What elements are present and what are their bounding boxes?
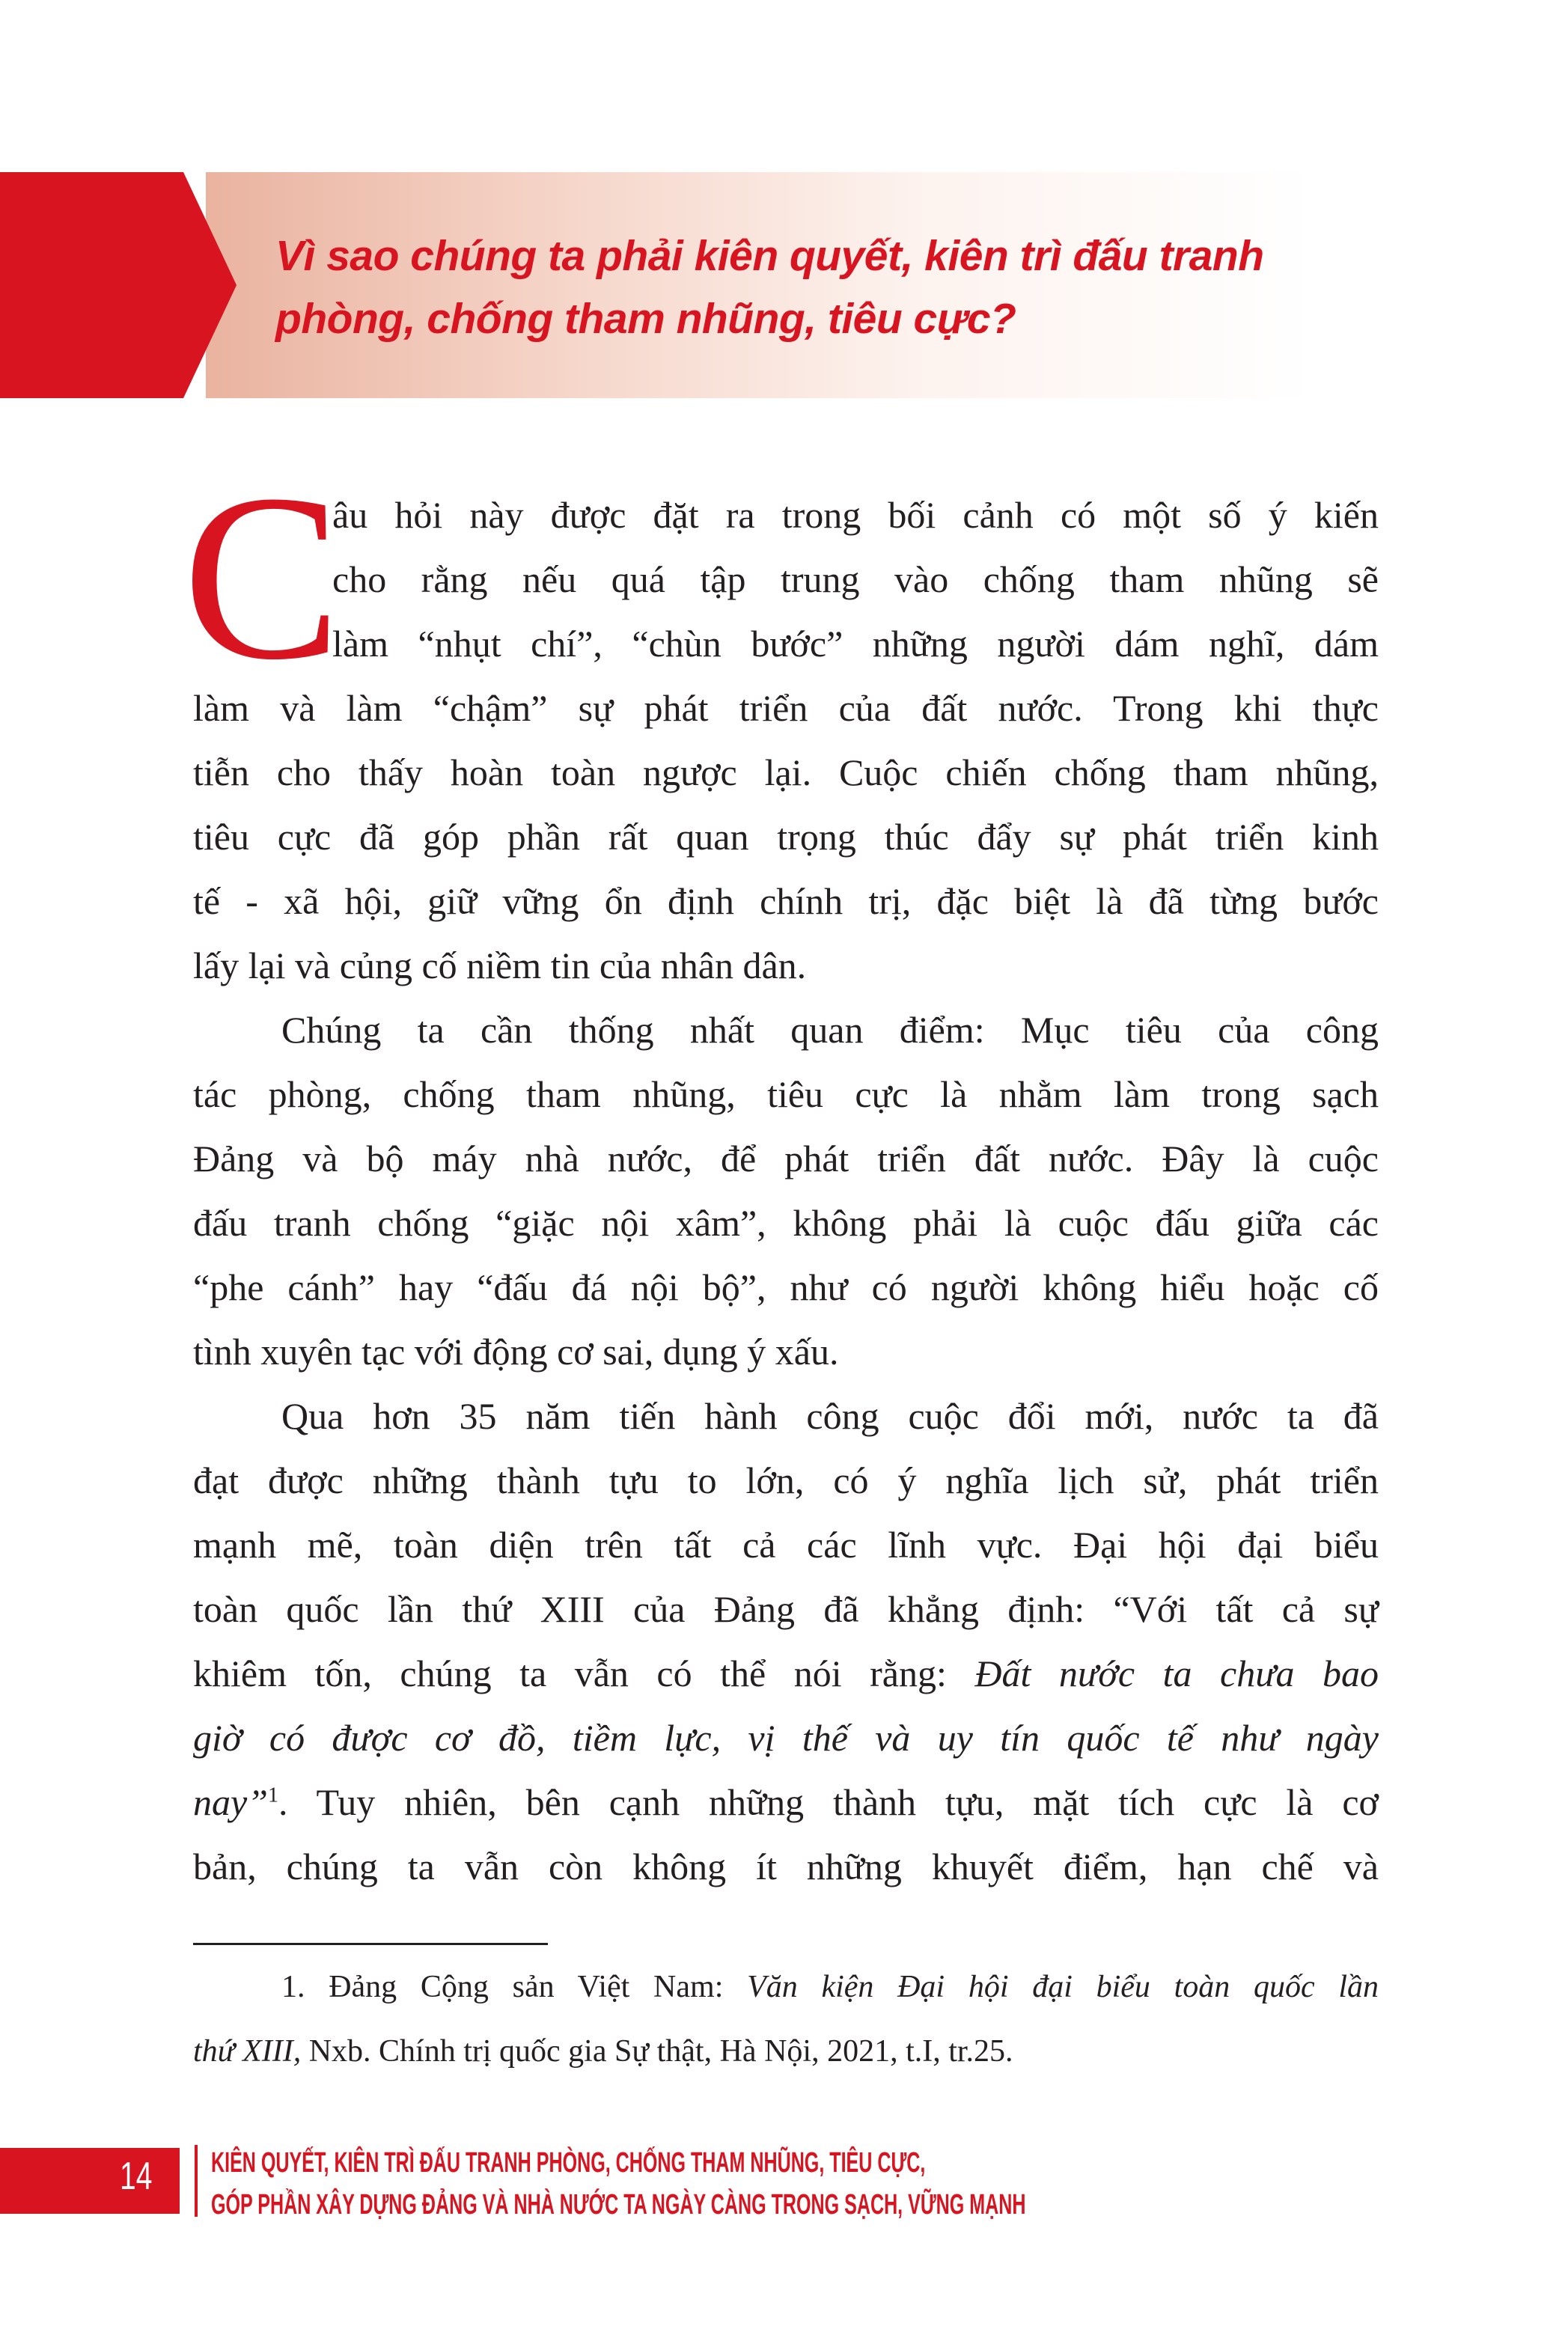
text-segment: tình xuyên tạc với động cơ sai, dụng ý xấu. [193, 1331, 839, 1373]
text-line [193, 933, 1379, 998]
text-line [193, 1834, 1379, 1899]
text-line [332, 483, 1379, 547]
text-segment: tác phòng, chống tham nhũng, tiêu cực là nhằm làm trong sạch [193, 1073, 1379, 1115]
text-line [193, 998, 1379, 1062]
text-segment: tế - xã hội, giữ vững ổn định chính trị, đặc biệt là đã từng bước [193, 880, 1379, 922]
footer-red-bar [0, 2148, 180, 2214]
text-line [193, 1577, 1379, 1641]
italic-text: thứ XIII, [193, 2034, 302, 2069]
text-line [193, 1706, 1379, 1770]
text-line [193, 1448, 1379, 1513]
text-segment: đấu tranh chống “giặc nội xâm”, không phải là cuộc đấu giữa các [193, 1202, 1379, 1244]
text-line [193, 1513, 1379, 1577]
section-title [275, 225, 1264, 350]
text-line [193, 1770, 1379, 1834]
running-title [211, 2142, 1025, 2226]
text-segment: tiêu cực đã góp phần rất quan trọng thúc đẩy sự phát triển kinh [193, 816, 1379, 858]
drop-cap: C [183, 445, 342, 709]
text-line [332, 547, 1379, 611]
text-segment: 1. Đảng Cộng sản Việt Nam: [281, 1970, 748, 2004]
text-segment: làm “nhụt chí”, “chùn bước” những người dám nghĩ, dám [332, 623, 1379, 665]
header-red-chevron [0, 172, 240, 398]
text-segment: Qua hơn 35 năm tiến hành công cuộc đổi mới, nước ta đã [281, 1395, 1379, 1437]
text-segment: Đảng và bộ máy nhà nước, để phát triển đất nước. Đây là cuộc [193, 1138, 1379, 1179]
text-segment: cho rằng nếu quá tập trung vào chống tham nhũng sẽ [332, 558, 1379, 600]
italic-text: Văn kiện Đại hội đại biểu toàn quốc lần [747, 1970, 1379, 2004]
text-segment: Nxb. Chính trị quốc gia Sự thật, Hà Nội, 2021, t.I, tr.25. [301, 2034, 1013, 2069]
text-line [193, 1641, 1379, 1706]
text-line [193, 1319, 1379, 1384]
text-line [193, 1126, 1379, 1191]
text-segment: âu hỏi này được đặt ra trong bối cảnh có một số ý kiến [332, 494, 1379, 536]
footnote-rule [193, 1943, 548, 1945]
text-segment: khiêm tốn, chúng ta vẫn có thể nói rằng: [193, 1652, 975, 1694]
text-line [193, 1255, 1379, 1319]
text-line [193, 1062, 1379, 1126]
text-segment: tiễn cho thấy hoàn toàn ngược lại. Cuộc chiến chống tham nhũng, [193, 751, 1379, 793]
italic-text: giờ có được cơ đồ, tiềm lực, vị thế và uy tín quốc tế như ngày [193, 1717, 1379, 1759]
text-line [193, 869, 1379, 933]
page-number: 14 [120, 2155, 153, 2198]
text-line [193, 2025, 1379, 2090]
italic-text: nay” [193, 1781, 268, 1823]
text-segment: “phe cánh” hay “đấu đá nội bộ”, như có người không hiểu hoặc cố [193, 1266, 1379, 1308]
text-segment: làm và làm “chậm” sự phát triển của đất nước. Trong khi thực [193, 687, 1379, 729]
footnote [193, 1961, 1379, 2090]
text-line [332, 611, 1379, 676]
italic-text: Đất nước ta chưa bao [974, 1652, 1379, 1694]
text-segment: Chúng ta cần thống nhất quan điểm: Mục tiêu của công [281, 1009, 1379, 1051]
section-title-line: Vì sao chúng ta phải kiên quyết, kiên trì đấu tranh [275, 232, 1264, 280]
text-line [193, 1384, 1379, 1448]
body-text [193, 483, 1379, 1899]
text-segment: mạnh mẽ, toàn diện trên tất cả các lĩnh vực. Đại hội đại biểu [193, 1524, 1379, 1566]
text-line [193, 676, 1379, 740]
text-line [193, 1191, 1379, 1255]
text-segment: toàn quốc lần thứ XIII của Đảng đã khẳng định: “Với tất cả sự [193, 1588, 1379, 1630]
text-segment: đạt được những thành tựu to lớn, có ý nghĩa lịch sử, phát triển [193, 1459, 1379, 1501]
text-segment: bản, chúng ta vẫn còn không ít những khuyết điểm, hạn chế và [193, 1846, 1379, 1887]
running-title-line: KIÊN QUYẾT, KIÊN TRÌ ĐẤU TRANH PHÒNG, CHỐNG THAM NHŨNG, TIÊU CỰC, [211, 2147, 926, 2179]
text-line [193, 1961, 1379, 2025]
footer-divider [195, 2145, 198, 2217]
text-line [193, 740, 1379, 805]
section-title-line: phòng, chống tham nhũng, tiêu cực? [275, 295, 1016, 343]
running-title-line: GÓP PHẦN XÂY DỰNG ĐẢNG VÀ NHÀ NƯỚC TA NGÀY CÀNG TRONG SẠCH, VỮNG MẠNH [211, 2189, 1026, 2221]
text-segment: lấy lại và củng cố niềm tin của nhân dân. [193, 944, 807, 986]
footnote-ref: 1 [268, 1783, 278, 1807]
text-segment: . Tuy nhiên, bên cạnh những thành tựu, mặt tích cực là cơ [278, 1781, 1379, 1823]
text-line [193, 805, 1379, 869]
